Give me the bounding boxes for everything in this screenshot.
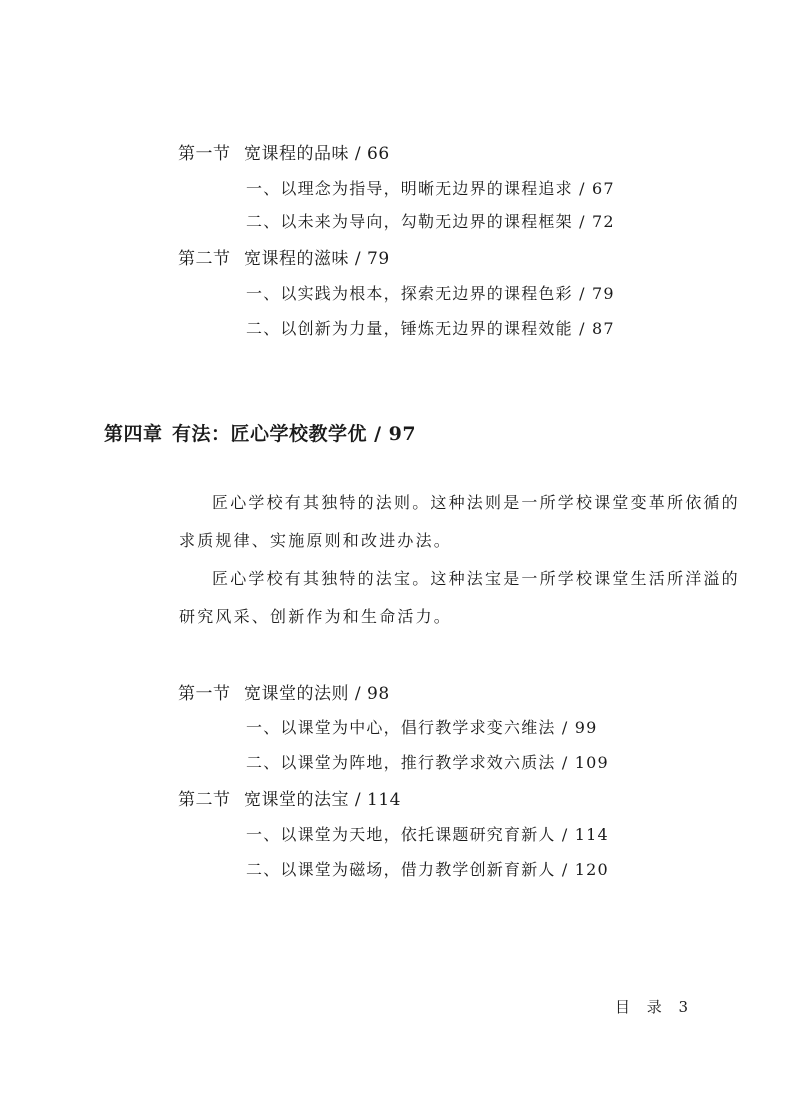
intro-paragraph-2-line-2: 研究风采、创新作为和生命活力。 — [179, 607, 453, 626]
chapter-heading[interactable] — [104, 419, 416, 446]
toc-item[interactable]: 一、以理念为指导，明晰无边界的课程追求 / 67 — [246, 179, 615, 198]
toc-item[interactable]: 二、以创新为力量，锤炼无边界的课程效能 / 87 — [246, 319, 615, 338]
toc-item[interactable]: 一、以课堂为天地，依托课题研究育新人 / 114 — [246, 825, 609, 844]
chapter-title: 有法：匠心学校教学优 / 97 — [172, 423, 417, 445]
section-label: 第一节 — [178, 684, 231, 704]
page-footer: 目 录 3 — [615, 998, 695, 1016]
toc-item[interactable]: 二、以课堂为磁场，借力教学创新育新人 / 120 — [246, 860, 609, 879]
chapter-label: 第四章 — [104, 423, 163, 445]
section-title: 宽课程的滋味 / 79 — [244, 249, 390, 269]
toc-section-3[interactable] — [178, 679, 390, 704]
section-label: 第二节 — [178, 790, 231, 810]
section-title: 宽课堂的法则 / 98 — [244, 684, 390, 704]
section-title: 宽课程的品味 / 66 — [244, 144, 390, 164]
section-label: 第一节 — [178, 144, 231, 164]
toc-item[interactable]: 一、以实践为根本，探索无边界的课程色彩 / 79 — [246, 284, 615, 303]
toc-item[interactable]: 一、以课堂为中心，倡行教学求变六维法 / 99 — [246, 718, 598, 737]
intro-paragraph-2-line-1: 匠心学校有其独特的法宝。这种法宝是一所学校课堂生活所洋溢的 — [212, 569, 740, 588]
section-label: 第二节 — [178, 249, 231, 269]
toc-item[interactable]: 二、以未来为导向，勾勒无边界的课程框架 / 72 — [246, 212, 615, 231]
toc-section-1[interactable] — [178, 139, 390, 164]
toc-section-4[interactable] — [178, 785, 401, 810]
section-title: 宽课堂的法宝 / 114 — [244, 790, 401, 810]
intro-paragraph-1-line-1: 匠心学校有其独特的法则。这种法则是一所学校课堂变革所依循的 — [212, 493, 740, 512]
toc-section-2[interactable] — [178, 244, 390, 269]
toc-item[interactable]: 二、以课堂为阵地，推行教学求效六质法 / 109 — [246, 753, 609, 772]
intro-paragraph-1-line-2: 求质规律、实施原则和改进办法。 — [179, 531, 453, 550]
